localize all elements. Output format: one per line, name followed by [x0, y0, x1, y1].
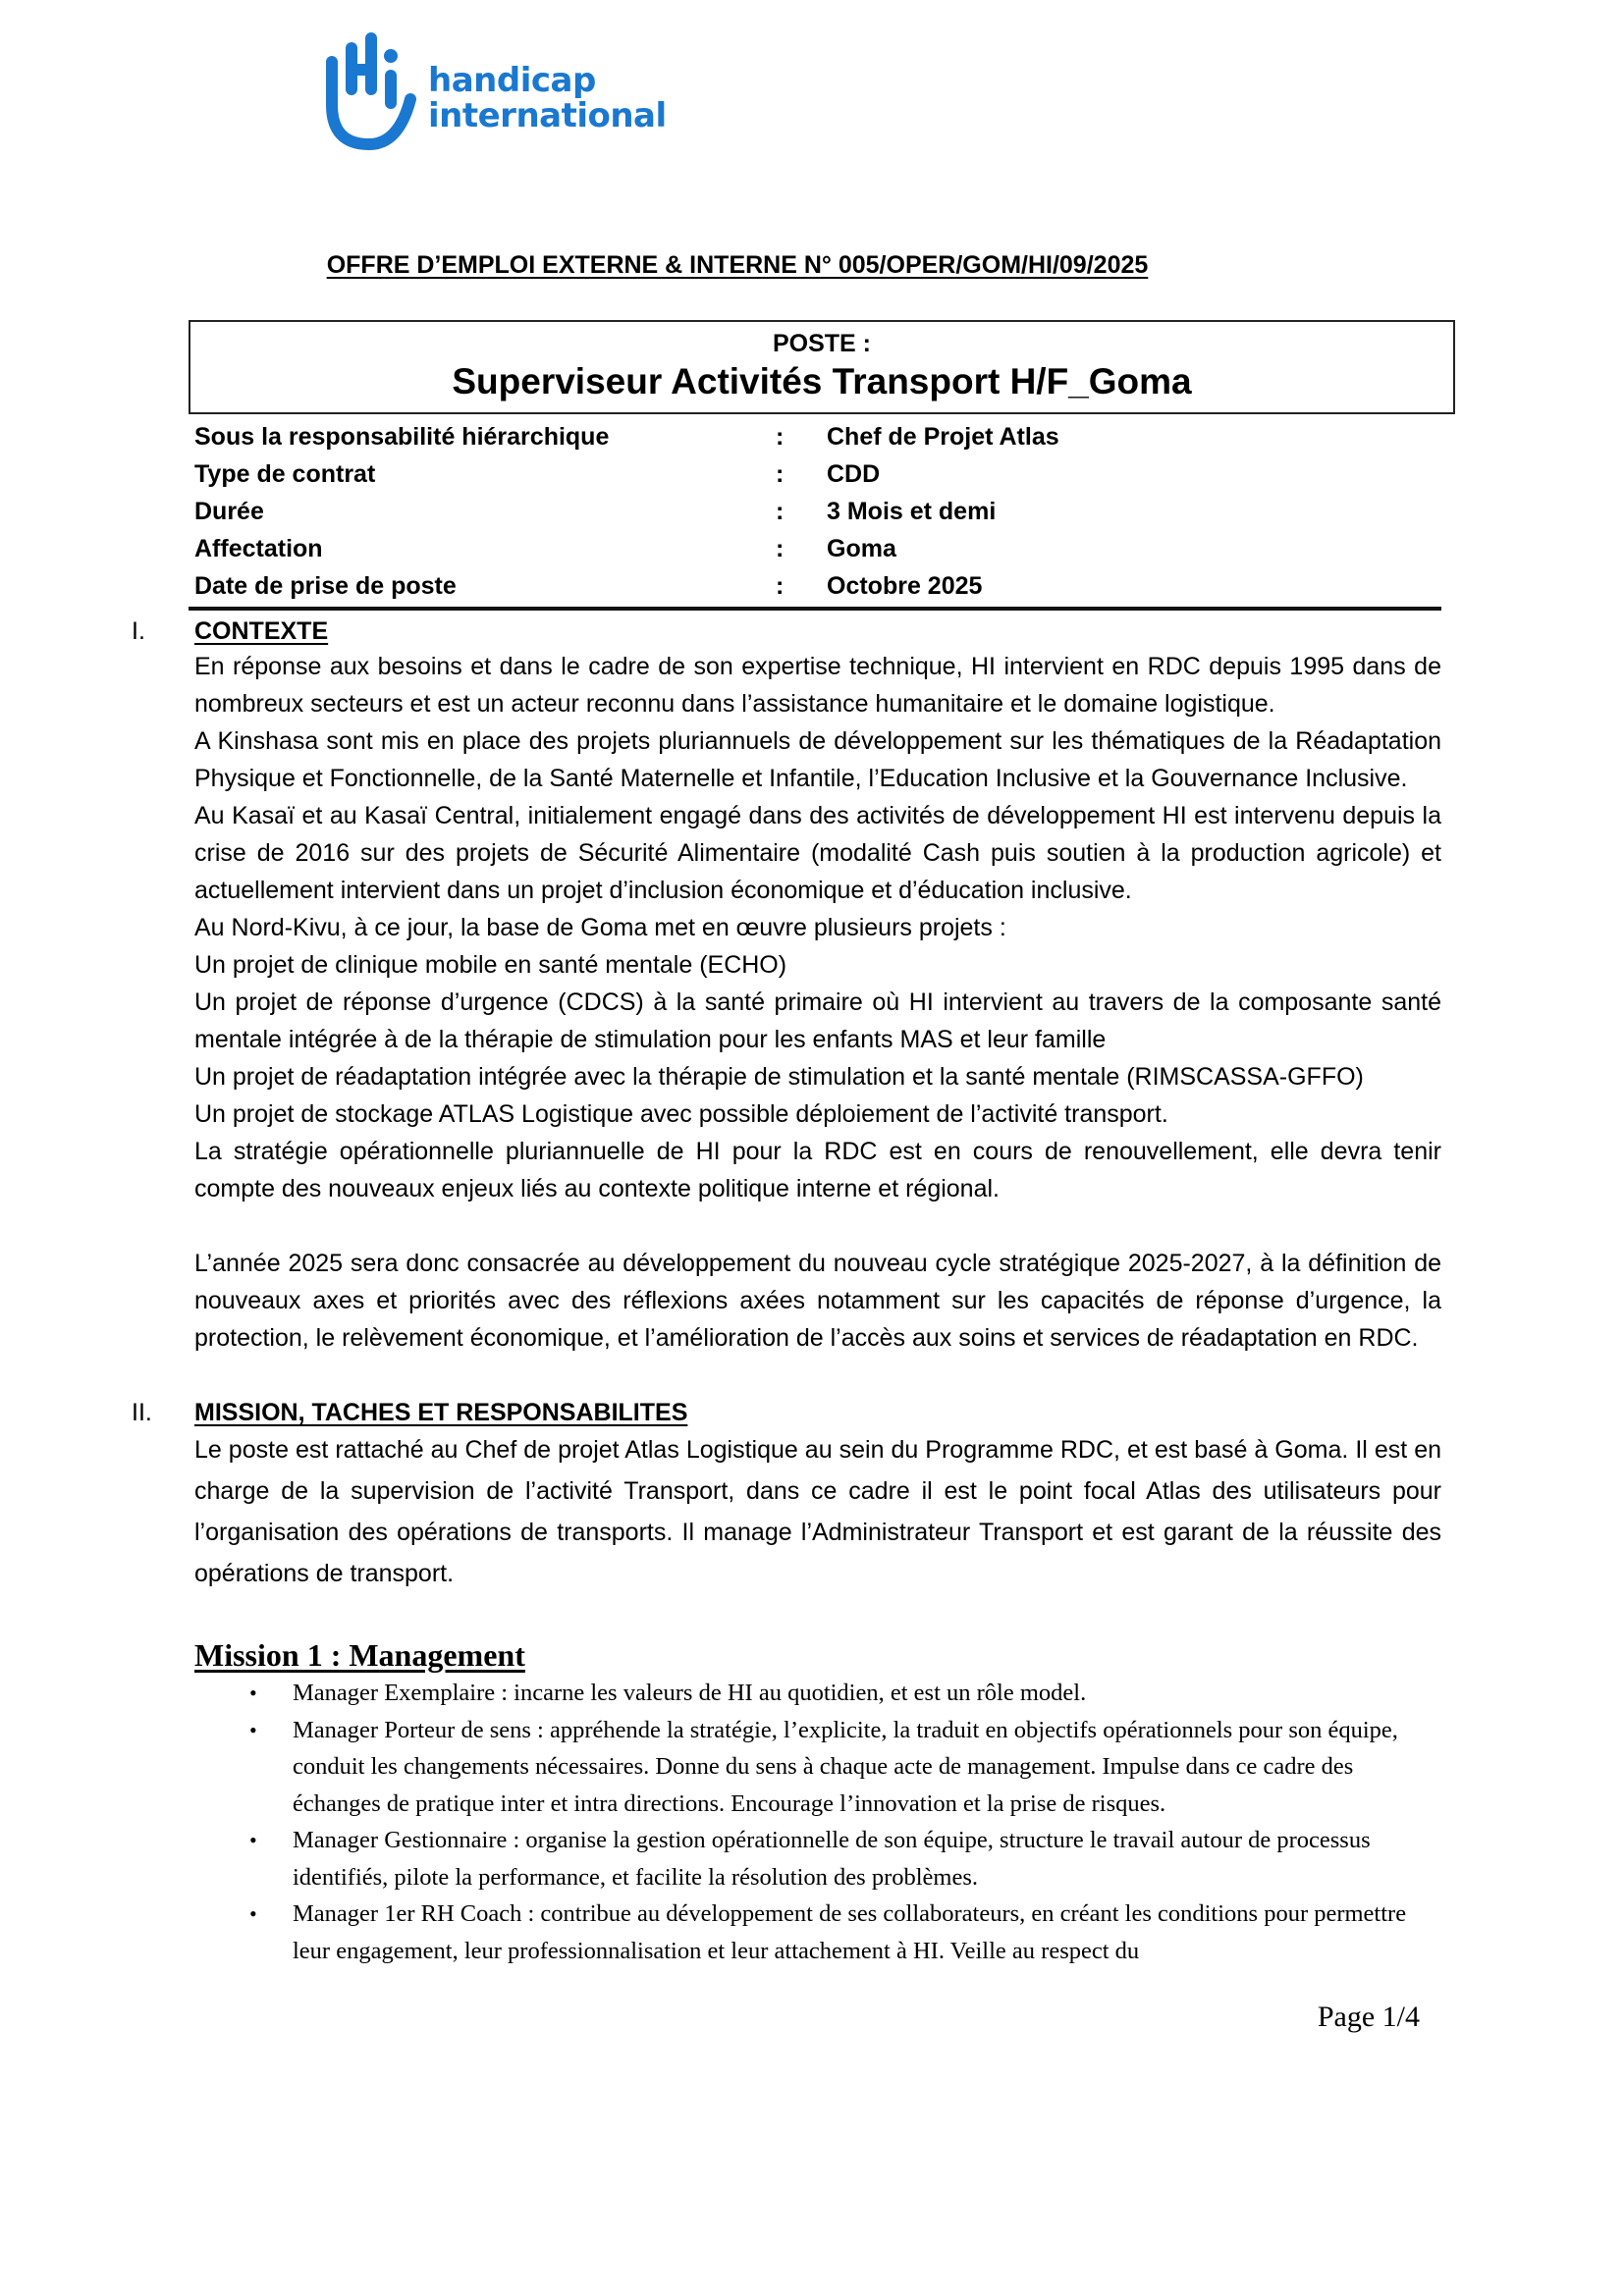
job-info-table [194, 418, 1441, 605]
list-item-text: Manager Exemplaire : incarne les valeurs de HI au quotidien, et est un rôle model. [293, 1680, 1087, 1706]
list-item [194, 1712, 1441, 1823]
logo-line-2: international [428, 96, 667, 135]
bullet-icon: • [249, 1828, 257, 1852]
info-label: Sous la responsabilité hiérarchique [194, 423, 610, 451]
contexte-text-block-2 [194, 1245, 1441, 1357]
page-number: Page 1/4 [1317, 2001, 1420, 2033]
offer-title: OFFRE D’EMPLOI EXTERNE & INTERNE N° 005/OPER/GOM/HI/09/2025 [326, 251, 1149, 279]
handicap-international-logo [322, 26, 667, 153]
paragraph: Un projet de clinique mobile en santé mentale (ECHO) [194, 951, 787, 979]
logo-wordmark [428, 63, 667, 133]
mission-1-title: Mission 1 : Management [194, 1637, 525, 1673]
paragraph: L’année 2025 sera donc consacrée au développement du nouveau cycle stratégique 2025-2027, à la définition de nouveaux axes et priorités avec des réflexions axées notamment sur les capacités de réponse d’urgence, la protection, le relèvement économique, et l’amélioration de l’accès aux soins et services de réadaptation en RDC. [194, 1250, 1441, 1352]
section-title: CONTEXTE [194, 617, 329, 645]
section-title: MISSION, TACHES ET RESPONSABILITES [194, 1399, 688, 1426]
info-label: Affectation [194, 535, 323, 562]
paragraph: La stratégie opérationnelle pluriannuelle de HI pour la RDC est en cours de renouvellement, elle devra tenir compte des nouveaux enjeux liés au contexte politique interne et régional. [194, 1138, 1441, 1202]
paragraph: Au Nord-Kivu, à ce jour, la base de Goma met en œuvre plusieurs projets : [194, 914, 1006, 941]
info-label: Date de prise de poste [194, 572, 457, 600]
info-row-type-contrat [194, 455, 1441, 493]
section-heading-mission [132, 1396, 1441, 1429]
info-colon: : [776, 498, 785, 525]
paragraph: Un projet de réponse d’urgence (CDCS) à la santé primaire où HI intervient au travers de la composante santé mentale intégrée à de la thérapie de stimulation pour les enfants MAS et leur famille [194, 988, 1441, 1053]
mission-text-block [194, 1429, 1441, 1594]
info-value: Goma [827, 535, 896, 562]
info-value: CDD [827, 460, 881, 488]
info-colon: : [776, 572, 785, 600]
info-row-affectation [194, 530, 1441, 567]
bullet-icon: • [249, 1901, 257, 1926]
list-item [194, 1896, 1441, 1969]
logo-line-1: handicap [428, 61, 596, 100]
info-colon: : [776, 460, 785, 488]
section-number: I. [132, 617, 145, 645]
paragraph: Au Kasaï et au Kasaï Central, initialement engagé dans des activités de développement HI est intervenu depuis la crise de 2016 sur des projets de Sécurité Alimentaire (modalité Cash puis soutien à la production agricole) et actuellement intervient dans un projet d’inclusion économique et d’éducation inclusive. [194, 802, 1441, 904]
paragraph: Un projet de stockage ATLAS Logistique avec possible déploiement de l’activité transport. [194, 1100, 1168, 1128]
list-item-text: Manager Porteur de sens : appréhende la stratégie, l’explicite, la traduit en objectifs opérationnels pour son équipe, conduit les changements nécessaires. Donne du sens à chaque acte de management. Impulse dans ce cadre des échanges de pratique inter et intra directions. Encourage l’innovation et la prise de risques. [293, 1716, 1398, 1817]
section-divider [189, 607, 1441, 611]
info-row-responsabilite [194, 418, 1441, 455]
info-value: Chef de Projet Atlas [827, 423, 1059, 451]
list-item [194, 1675, 1441, 1712]
paragraph: Le poste est rattaché au Chef de projet Atlas Logistique au sein du Programme RDC, et est basé à Goma. Il est en charge de la supervision de l’activité Transport, dans ce cadre il est le point focal Atlas des utilisateurs pour l’organisation des opérations de transports. Il manage l’Administrateur Transport et est garant de la réussite des opérations de transport. [194, 1436, 1441, 1587]
contexte-text-block-1 [194, 648, 1441, 1207]
list-item-text: Manager Gestionnaire : organise la gestion opérationnelle de son équipe, structure le travail autour de processus identifiés, pilote la performance, et facilite la résolution des problèmes. [293, 1827, 1371, 1891]
info-value: Octobre 2025 [827, 572, 983, 600]
info-colon: : [776, 535, 785, 562]
list-item [194, 1822, 1441, 1896]
section-heading-contexte [132, 614, 1441, 648]
poste-name: Superviseur Activités Transport H/F_Goma [452, 361, 1192, 401]
bullet-icon: • [249, 1681, 257, 1705]
poste-label: POSTE : [772, 330, 871, 357]
info-value: 3 Mois et demi [827, 498, 997, 525]
info-label: Durée [194, 498, 264, 525]
info-row-date-prise-poste [194, 567, 1441, 605]
paragraph: En réponse aux besoins et dans le cadre de son expertise technique, HI intervient en RDC depuis 1995 dans de nombreux secteurs et est un acteur reconnu dans l’assistance humanitaire et le domaine logistique. [194, 653, 1441, 718]
mission-1-bullet-list [194, 1675, 1441, 1969]
bullet-icon: • [249, 1717, 257, 1742]
paragraph: Un projet de réadaptation intégrée avec la thérapie de stimulation et la santé mentale (RIMSCASSA-GFFO) [194, 1063, 1364, 1091]
list-item-text: Manager 1er RH Coach : contribue au développement de ses collaborateurs, en créant les conditions pour permettre leur engagement, leur professionnalisation et leur attachement à HI. Veille au respect du [293, 1900, 1407, 1964]
info-label: Type de contrat [194, 460, 376, 488]
section-number: II. [132, 1399, 152, 1426]
paragraph: A Kinshasa sont mis en place des projets pluriannuels de développement sur les thématiques de la Réadaptation Physique et Fonctionnelle, de la Santé Maternelle et Infantile, l’Education Inclusive et la Gouvernance Inclusive. [194, 727, 1441, 792]
info-colon: : [776, 423, 785, 451]
document-body [132, 249, 1441, 2036]
poste-box [189, 320, 1455, 414]
info-row-duree [194, 493, 1441, 530]
hi-hand-logo-icon [322, 27, 420, 152]
